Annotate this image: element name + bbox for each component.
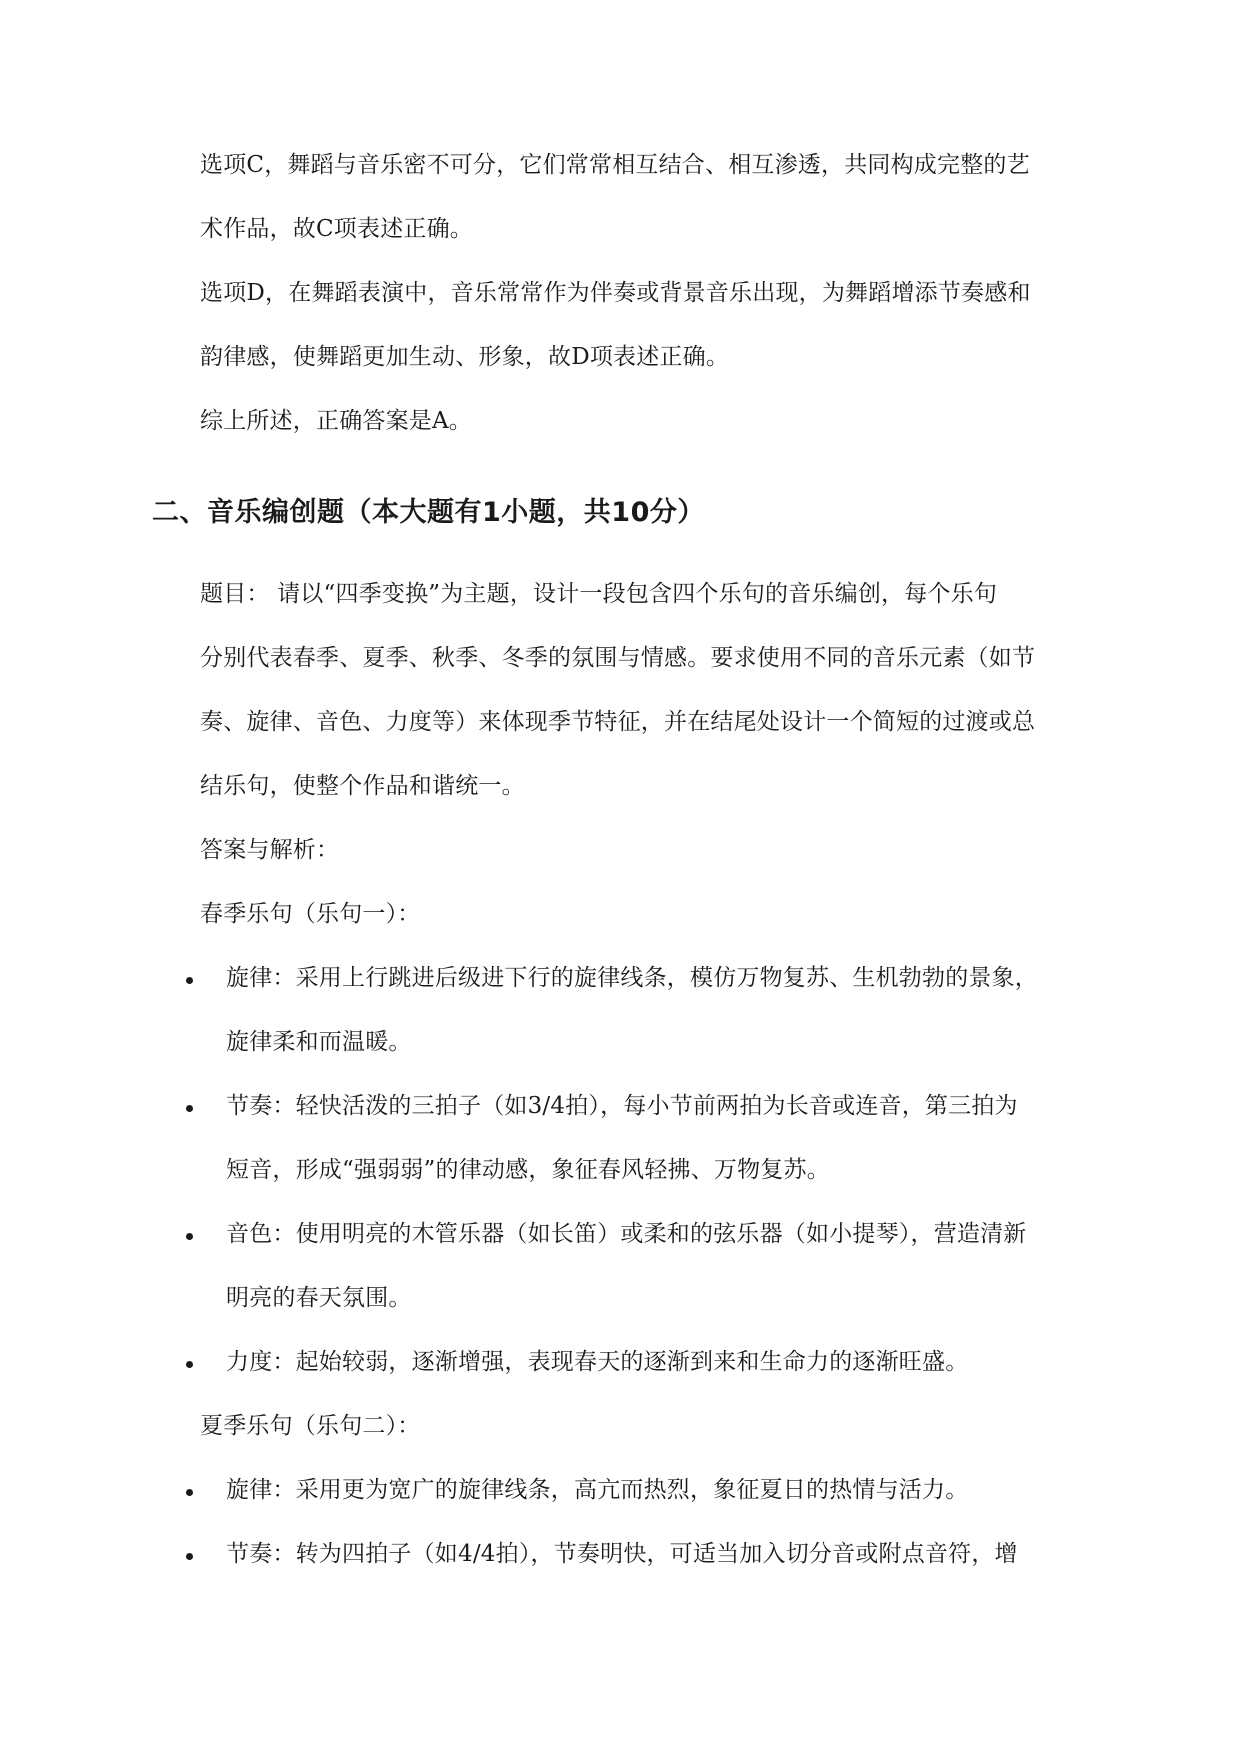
question-line-1: 题目： 请以“四季变换”为主题，设计一段包含四个乐句的音乐编创，每个乐句 [200,581,998,607]
conclusion-text: 综上所述，正确答案是A。 [200,408,473,434]
spring-melody-line-1: 旋律：采用上行跳进后级进下行的旋律线条，模仿万物复苏、生机勃勃的景象， [226,965,1038,991]
question-line-2: 分别代表春季、夏季、秋季、冬季的氛围与情感。要求使用不同的音乐元素（如节 [200,645,1036,671]
summer-melody-line: 旋律：采用更为宽广的旋律线条，高亢而热烈，象征夏日的热情与活力。 [226,1477,969,1503]
spring-timbre-line-2: 明亮的春天氛围。 [226,1285,412,1311]
spring-dynamics-bullet [186,1361,193,1368]
spring-melody-line-2: 旋律柔和而温暖。 [226,1029,412,1055]
option-d-line-1: 选项D，在舞蹈表演中，音乐常常作为伴奏或背景音乐出现，为舞蹈增添节奏感和 [200,280,1031,306]
spring-title: 春季乐句（乐句一）： [200,901,421,927]
spring-rhythm-line-2: 短音，形成“强弱弱”的律动感，象征春风轻拂、万物复苏。 [226,1157,830,1183]
spring-timbre-bullet [186,1233,193,1240]
option-c-line-1: 选项C，舞蹈与音乐密不可分，它们常常相互结合、相互渗透，共同构成完整的艺 [200,152,1030,178]
spring-rhythm-line-1: 节奏：轻快活泼的三拍子（如3/4拍），每小节前两拍为长音或连音，第三拍为 [226,1093,1018,1119]
section-heading: 二、音乐编创题（本大题有1小题，共10分） [152,497,705,528]
summer-title: 夏季乐句（乐句二）： [200,1413,421,1439]
question-line-3: 奏、旋律、音色、力度等）来体现季节特征，并在结尾处设计一个简短的过渡或总 [200,709,1036,735]
question-line-4: 结乐句，使整个作品和谐统一。 [200,773,525,799]
spring-timbre-line-1: 音色：使用明亮的木管乐器（如长笛）或柔和的弦乐器（如小提琴），营造清新 [226,1221,1027,1247]
summer-rhythm-bullet [186,1553,193,1560]
spring-melody-bullet [186,977,193,984]
spring-rhythm-bullet [186,1105,193,1112]
spring-dynamics-line: 力度：起始较弱，逐渐增强，表现春天的逐渐到来和生命力的逐渐旺盛。 [226,1349,969,1375]
option-d-line-2: 韵律感，使舞蹈更加生动、形象，故D项表述正确。 [200,344,730,370]
option-c-line-2: 术作品，故C项表述正确。 [200,216,473,242]
summer-melody-bullet [186,1489,193,1496]
summer-rhythm-line-1: 节奏：转为四拍子（如4/4拍），节奏明快，可适当加入切分音或附点音符，增 [226,1541,1018,1567]
answer-label: 答案与解析： [200,837,340,863]
